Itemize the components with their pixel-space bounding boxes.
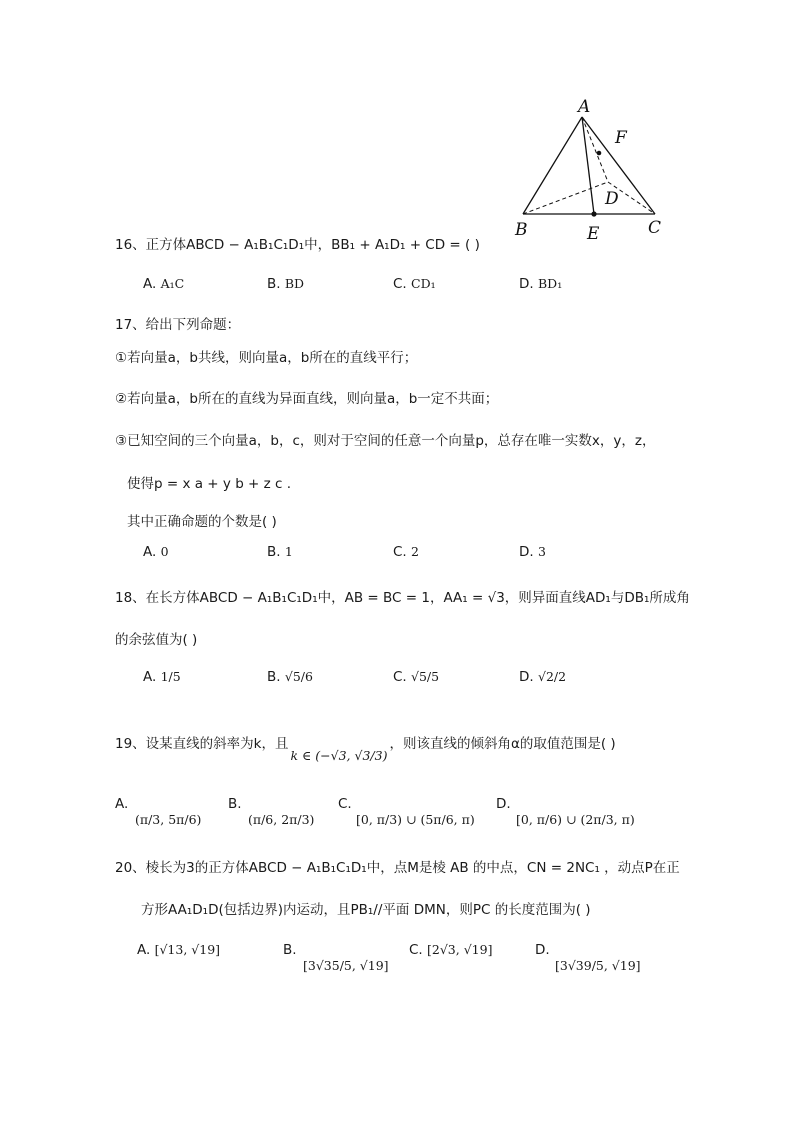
question-17-stem: 17、给出下列命题： [115, 317, 241, 333]
q16-option-c[interactable] [393, 276, 436, 292]
option-value: √5/5 [411, 669, 440, 684]
option-value: 0 [160, 544, 169, 559]
option-value: 1/5 [160, 669, 181, 684]
option-letter: A. [143, 669, 157, 685]
option-letter: B. [283, 942, 297, 958]
option-letter: D. [535, 942, 550, 958]
option-letter: B. [267, 276, 281, 292]
q19-option-c[interactable] [338, 796, 475, 828]
option-letter: A. [143, 544, 157, 560]
question-20-stem: 20、棱长为3的正方体ABCD − A₁B₁C₁D₁中，点M是棱 AB 的中点，CN = 2NC₁ ，动点P在正 [115, 860, 680, 876]
option-letter: C. [409, 942, 423, 958]
q17-option-a[interactable] [143, 544, 169, 560]
q19-option-d[interactable] [496, 796, 635, 828]
q20-option-a[interactable] [137, 942, 220, 958]
question-18-stem-cont: 的余弦值为( ) [115, 632, 198, 648]
label-d: D [605, 189, 619, 209]
q18-option-d[interactable] [519, 669, 566, 685]
option-value: [3√35/5, √19] [303, 958, 389, 973]
q17-proposition-3-cont: 使得p = x a + y b + z c . [127, 476, 292, 492]
label-a: A [578, 97, 591, 117]
option-letter: C. [338, 796, 352, 812]
label-f: F [615, 128, 627, 148]
option-letter: C. [393, 276, 407, 292]
slope-condition: k ∈ (−√3, √3/3) [290, 748, 388, 763]
label-c: C [648, 218, 662, 238]
option-value: A₁C [160, 276, 185, 291]
q16-option-b[interactable] [267, 276, 304, 292]
option-value: CD₁ [411, 276, 436, 291]
option-letter: D. [519, 544, 534, 560]
option-value: [√13, √19] [154, 942, 221, 957]
option-letter: C. [393, 544, 407, 560]
q18-option-a[interactable] [143, 669, 181, 685]
q17-option-b[interactable] [267, 544, 293, 560]
q17-option-d[interactable] [519, 544, 546, 560]
q19-option-a[interactable] [115, 796, 202, 828]
option-letter: B. [267, 544, 281, 560]
q16-option-d[interactable] [519, 276, 562, 292]
option-value: (π/6, 2π/3) [248, 812, 315, 827]
option-value: BD [284, 276, 305, 291]
stem-part: 19、设某直线的斜率为k，且 [115, 736, 289, 752]
q17-question: 其中正确命题的个数是( ) [127, 514, 277, 530]
option-letter: A. [143, 276, 157, 292]
q17-proposition-3: ③已知空间的三个向量a，b，c，则对于空间的任意一个向量p，总存在唯一实数x，y，z， [115, 433, 656, 449]
question-20-stem-cont: 方形AA₁D₁D(包括边界)内运动，且PB₁//平面 DMN，则PC 的长度范围为( ) [141, 902, 591, 918]
option-value: [3√39/5, √19] [555, 958, 641, 973]
q20-option-d[interactable] [535, 942, 641, 974]
stem-part: ，则该直线的倾斜角α的取值范围是( ) [389, 736, 616, 752]
label-e: E [587, 224, 600, 244]
q17-proposition-2: ②若向量a，b所在的直线为异面直线，则向量a，b一定不共面； [115, 391, 499, 407]
option-value: √5/6 [284, 669, 313, 684]
option-value: [0, π/3) ∪ (5π/6, π) [356, 812, 475, 827]
option-letter: A. [137, 942, 151, 958]
option-letter: C. [393, 669, 407, 685]
option-value: [0, π/6) ∪ (2π/3, π) [516, 812, 635, 827]
question-19-stem [115, 732, 616, 763]
option-letter: D. [519, 276, 534, 292]
q17-option-c[interactable] [393, 544, 419, 560]
option-value: BD₁ [537, 276, 563, 291]
option-letter: B. [267, 669, 281, 685]
q20-option-b[interactable] [283, 942, 389, 974]
q19-option-b[interactable] [228, 796, 315, 828]
question-18-stem: 18、在长方体ABCD − A₁B₁C₁D₁中，AB = BC = 1，AA₁ = √3，则异面直线AD₁与DB₁所成角 [115, 590, 690, 606]
option-letter: B. [228, 796, 242, 812]
option-value: 3 [537, 544, 546, 559]
option-value: 1 [284, 544, 293, 559]
option-letter: A. [115, 796, 129, 812]
q18-option-c[interactable] [393, 669, 439, 685]
q20-option-c[interactable] [409, 942, 492, 958]
option-letter: D. [519, 669, 534, 685]
option-value: √2/2 [537, 669, 567, 684]
option-letter: D. [496, 796, 511, 812]
question-16-stem: 16、正方体ABCD − A₁B₁C₁D₁中，BB₁ + A₁D₁ + CD = ( ) [115, 237, 480, 253]
option-value: 2 [411, 544, 419, 559]
tetrahedron-figure [505, 95, 675, 245]
option-value: [2√3, √19] [427, 942, 493, 957]
q18-option-b[interactable] [267, 669, 313, 685]
q16-option-a[interactable] [143, 276, 184, 292]
option-value: (π/3, 5π/6) [135, 812, 202, 827]
label-b: B [515, 220, 528, 240]
q17-proposition-1: ①若向量a，b共线，则向量a，b所在的直线平行； [115, 350, 418, 366]
